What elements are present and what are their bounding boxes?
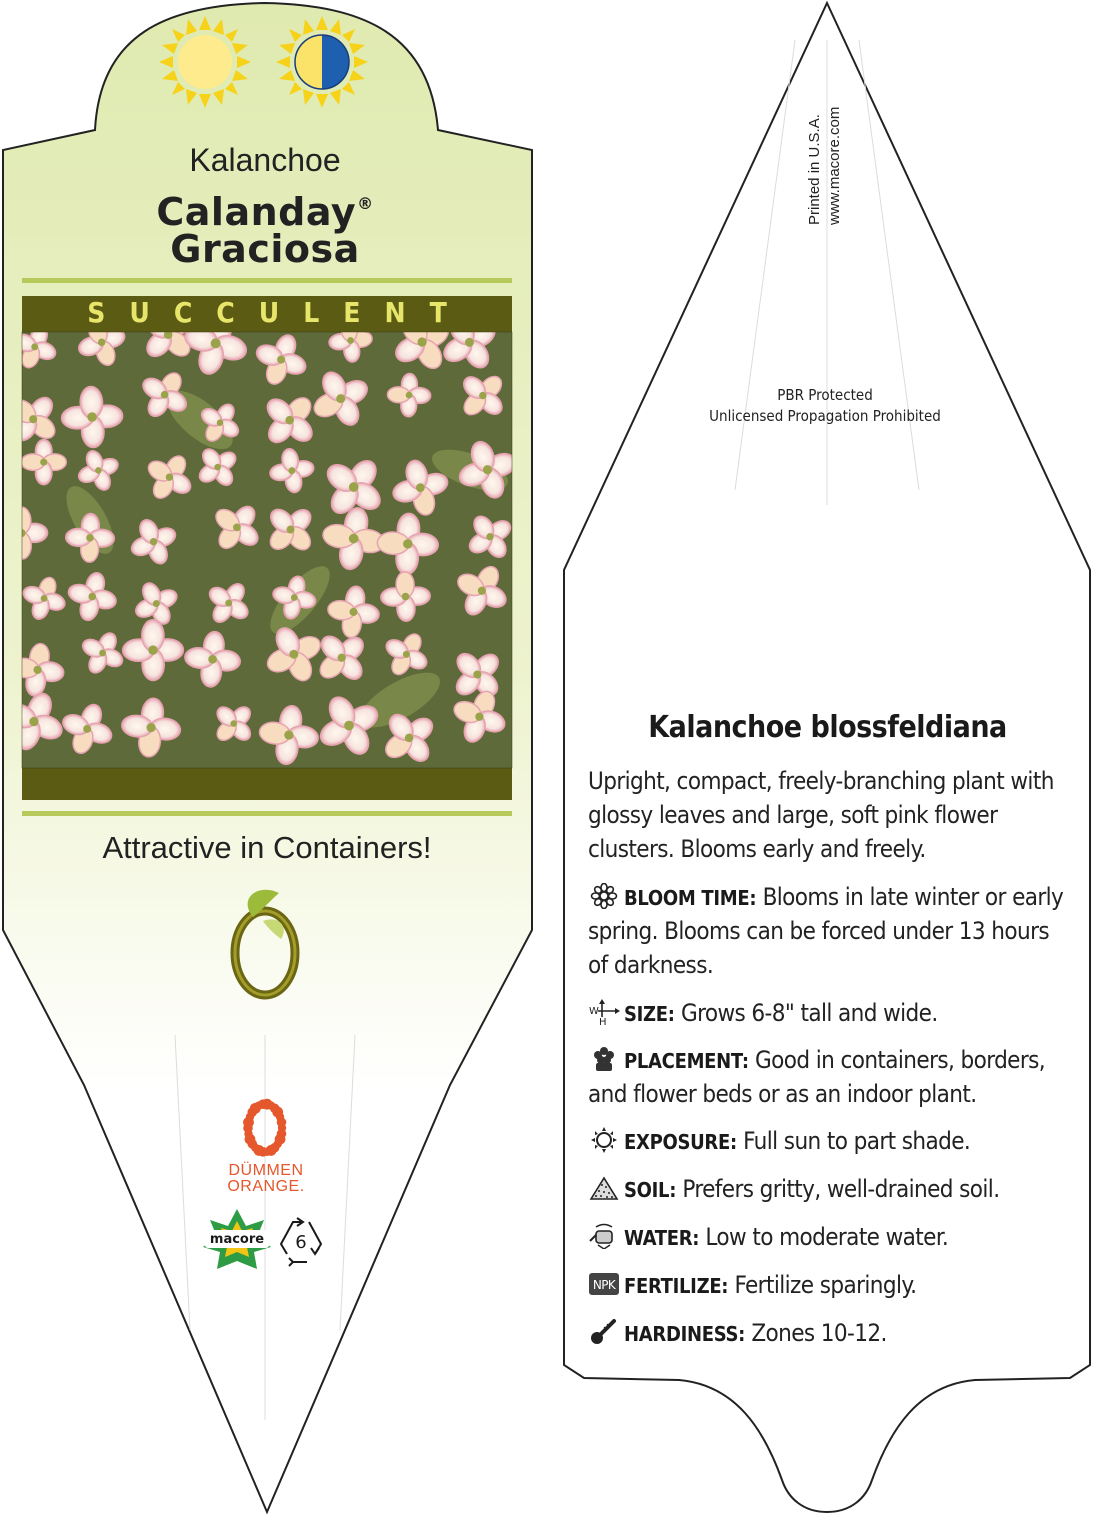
printed-info	[796, 50, 856, 230]
macore-wordmark: macore	[209, 1232, 265, 1247]
series-name	[110, 184, 420, 232]
thermometer-icon	[588, 1319, 620, 1345]
dummen-orange-wordmark	[196, 1163, 336, 1195]
care-size	[588, 996, 1068, 1030]
bloom-time-label: BLOOM TIME:	[624, 886, 757, 910]
plant-description: Upright, compact, freely-branching plant with glossy leaves and large, soft pink flower clusters. Blooms early and freely.	[588, 767, 1054, 863]
bloom-time-text: Blooms in late winter or early spring. Blooms can be forced under 13 hours of darkness.	[588, 883, 1064, 979]
soil-label: SOIL:	[624, 1178, 677, 1202]
printed-in: Printed in U.S.A.	[806, 114, 823, 225]
svg-text:NPK: NPK	[592, 1278, 616, 1292]
botanical-name: Kalanchoe blossfeldiana	[648, 710, 1007, 745]
hardiness-text: Zones 10-12.	[751, 1319, 887, 1347]
care-exposure	[588, 1124, 1068, 1158]
size-label: SIZE:	[624, 1002, 675, 1026]
website: www.macore.com	[826, 106, 843, 225]
size-icon	[588, 999, 620, 1025]
care-water	[588, 1220, 1068, 1254]
cultivar-name: Graciosa	[170, 227, 360, 271]
water-text: Low to moderate water.	[705, 1223, 949, 1251]
tagline: Attractive in Containers!	[102, 830, 432, 865]
svg-text:W: W	[589, 1006, 599, 1017]
watering-can-icon	[588, 1223, 620, 1249]
exposure-text: Full sun to part shade.	[743, 1127, 971, 1155]
pbr-line1: PBR Protected	[777, 386, 873, 404]
brand-line1: DÜMMEN	[228, 1162, 304, 1179]
brand-line2: ORANGE.	[227, 1178, 305, 1195]
hardiness-label: HARDINESS:	[624, 1322, 746, 1346]
fertilize-label: FERTILIZE:	[624, 1274, 729, 1298]
placement-text: Good in containers, borders, and flower beds or as an indoor plant.	[588, 1046, 1046, 1108]
care-bloom-time	[588, 880, 1068, 982]
placement-label: PLACEMENT:	[624, 1049, 749, 1073]
registered-mark: ®	[357, 194, 374, 213]
npk-icon	[588, 1271, 620, 1297]
plant-photo	[0, 296, 525, 776]
water-label: WATER:	[624, 1226, 700, 1250]
flower-icon	[588, 883, 620, 909]
genus-name: Kalanchoe	[189, 142, 341, 178]
recycle-code: 6	[295, 1232, 307, 1253]
svg-text:H: H	[599, 1017, 606, 1025]
part-sun-icon	[276, 16, 368, 108]
series-text: Calanday	[156, 190, 357, 234]
care-soil	[588, 1172, 1068, 1206]
fertilize-text: Fertilize sparingly.	[734, 1271, 917, 1299]
size-text: Grows 6-8" tall and wide.	[680, 999, 938, 1027]
soil-icon	[588, 1175, 620, 1201]
category-band: SUCCULENT	[87, 296, 471, 329]
care-fertilize	[588, 1268, 1068, 1302]
pbr-line2: Unlicensed Propagation Prohibited	[709, 407, 941, 425]
exposure-label: EXPOSURE:	[624, 1130, 737, 1154]
placement-icon	[588, 1046, 620, 1072]
pbr-notice	[650, 385, 1000, 427]
care-placement	[588, 1043, 1068, 1111]
full-sun-icon	[159, 16, 251, 108]
sun-outline-icon	[588, 1127, 620, 1153]
soil-text: Prefers gritty, well-drained soil.	[682, 1175, 1000, 1203]
care-hardiness	[588, 1316, 1068, 1350]
